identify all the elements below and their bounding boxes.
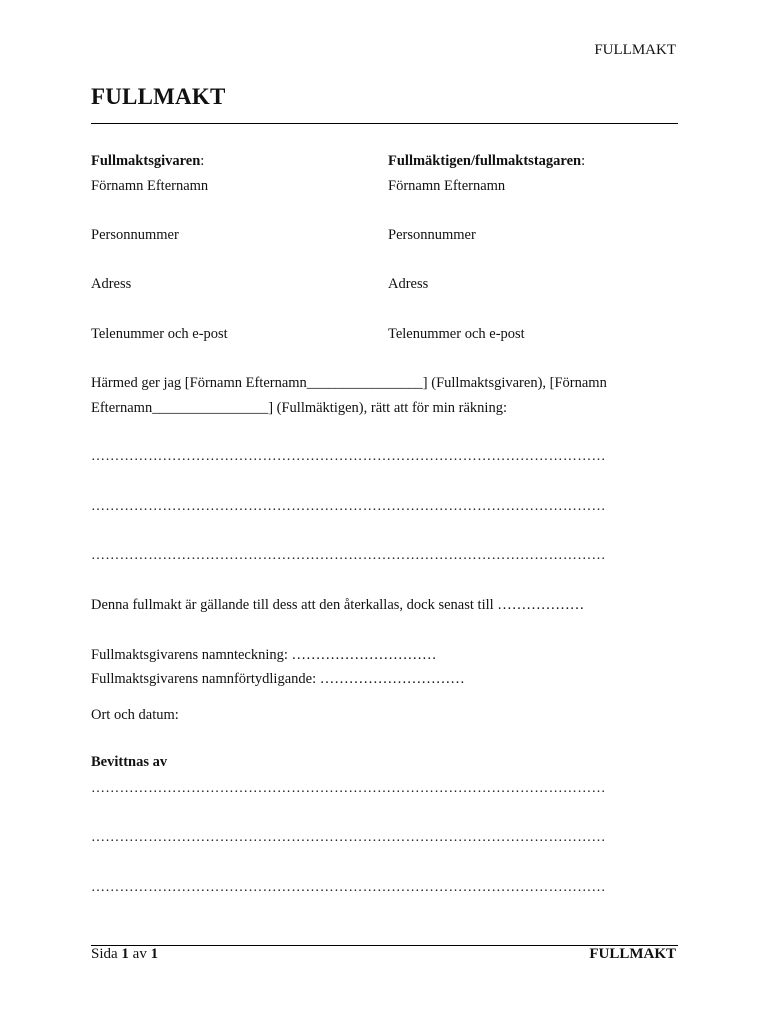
giver-personnummer-field: Personnummer	[91, 227, 179, 243]
witness-dotted-line: ………………………………………………………………………………………………	[91, 880, 606, 895]
running-header: FULLMAKT	[594, 42, 676, 58]
witness-dotted-line: ………………………………………………………………………………………………	[91, 781, 606, 796]
page-number: Sida 1 av 1	[91, 946, 159, 962]
dotted-line: ………………………………………………………………………………………………	[91, 449, 606, 464]
holder-heading: Fullmäktigen/fullmaktstagaren:	[388, 153, 586, 169]
name-clarification-line: Fullmaktsgivarens namnförtydligande: …………………………	[91, 671, 465, 687]
witness-heading: Bevittnas av	[91, 754, 168, 770]
statement-line-1: Härmed ger jag [Förnamn Efternamn________________] (Fullmaktsgivaren), [Förnamn	[91, 375, 607, 391]
holder-address-field: Adress	[388, 276, 429, 292]
giver-address-field: Adress	[91, 276, 132, 292]
title-divider	[91, 123, 678, 124]
witness-dotted-line: ………………………………………………………………………………………………	[91, 830, 606, 845]
validity-text: Denna fullmakt är gällande till dess att den återkallas, dock senast till ………………	[91, 597, 585, 613]
dotted-line: ………………………………………………………………………………………………	[91, 548, 606, 563]
giver-contact-field: Telenummer och e-post	[91, 326, 228, 342]
place-date-line: Ort och datum:	[91, 707, 179, 723]
dotted-line: ………………………………………………………………………………………………	[91, 499, 606, 514]
holder-name-field: Förnamn Efternamn	[388, 178, 506, 194]
giver-heading: Fullmaktsgivaren:	[91, 153, 205, 169]
statement-line-2: Efternamn________________] (Fullmäktigen), rätt att för min räkning:	[91, 400, 507, 416]
footer-title: FULLMAKT	[589, 946, 676, 962]
holder-contact-field: Telenummer och e-post	[388, 326, 525, 342]
document-title: FULLMAKT	[91, 84, 226, 109]
giver-name-field: Förnamn Efternamn	[91, 178, 209, 194]
signature-line: Fullmaktsgivarens namnteckning: …………………………	[91, 647, 437, 663]
holder-personnummer-field: Personnummer	[388, 227, 476, 243]
